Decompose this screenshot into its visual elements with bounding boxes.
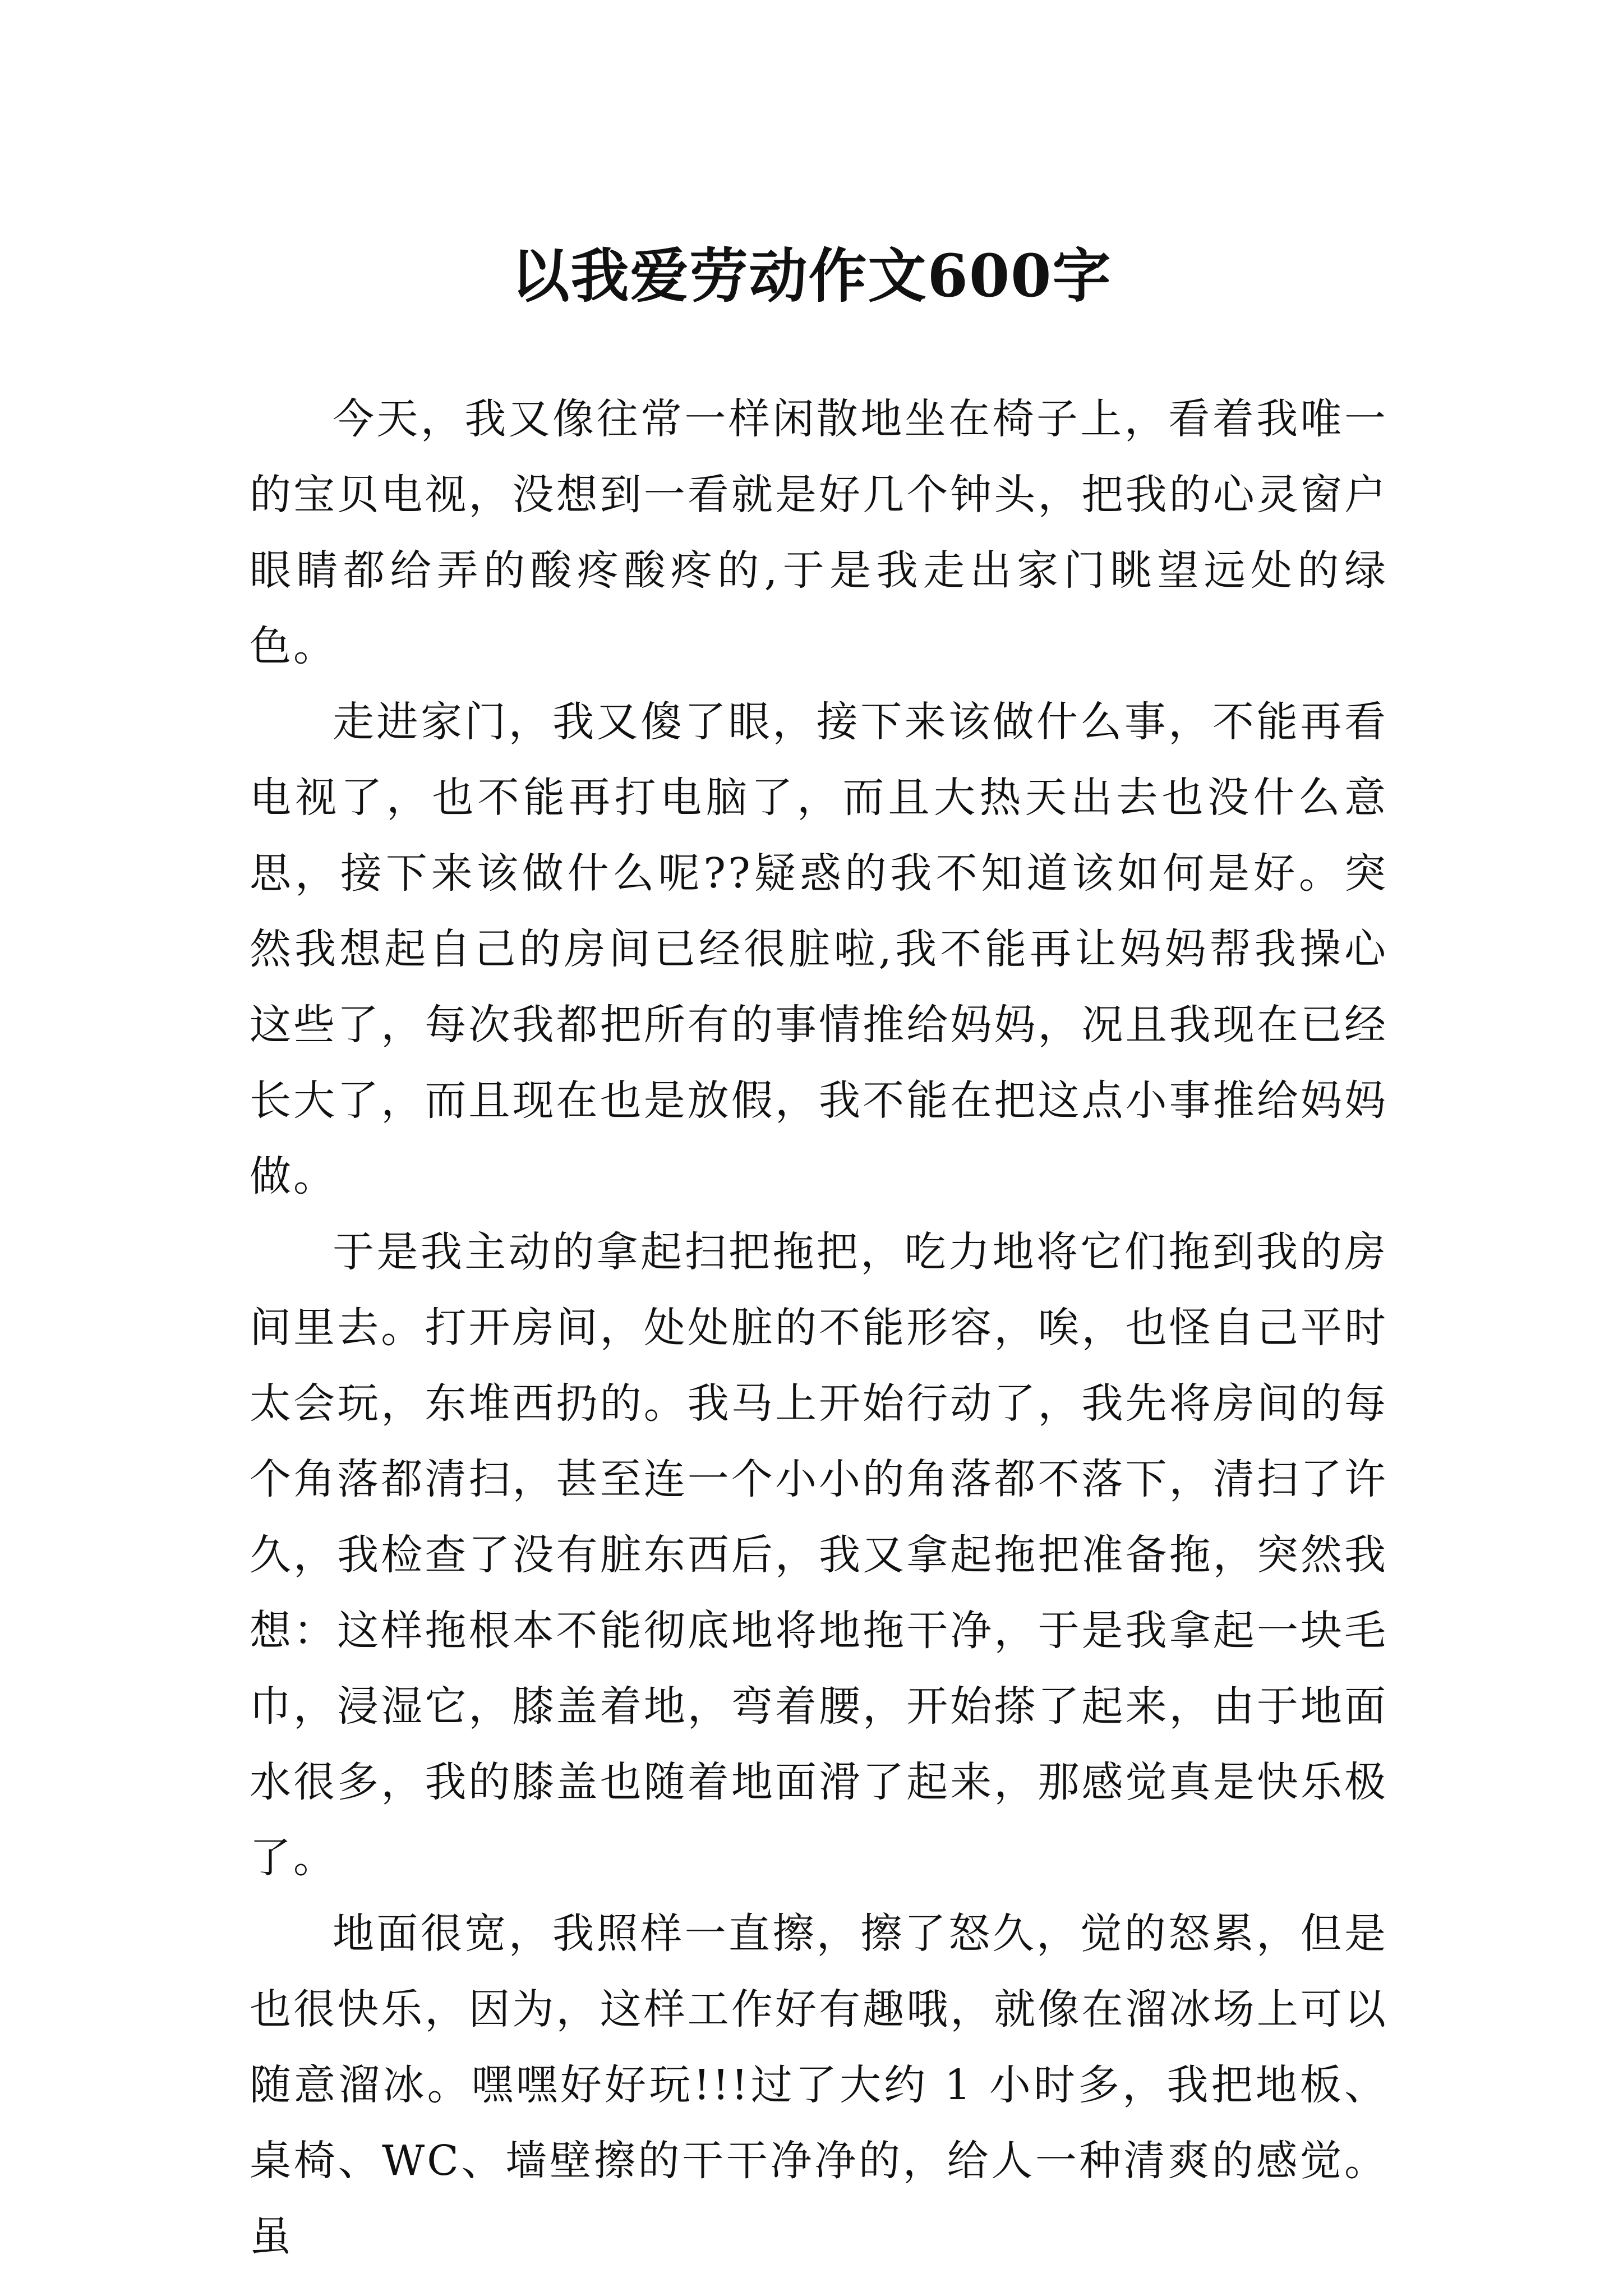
paragraph-2: 走进家门，我又傻了眼，接下来该做什么事，不能再看电视了，也不能再打电脑了，而且大热天出去也没什么意思，接下来该做什么呢??疑惑的我不知道该如何是好。突然我想起自己的房间已经很脏啦,我不能再让妈妈帮我操心这些了，每次我都把所有的事情推给妈妈，况且我现在已经长大了，而且现在也是放假，我不能在把这点小事推给妈妈做。 — [250, 698, 1388, 1200]
paragraph-1: 今天，我又像往常一样闲散地坐在椅子上，看着我唯一的宝贝电视，没想到一看就是好几个钟头，把我的心灵窗户眼睛都给弄的酸疼酸疼的,于是我走出家门眺望远处的绿色。 — [250, 395, 1388, 670]
paragraph-3: 于是我主动的拿起扫把拖把，吃力地将它们拖到我的房间里去。打开房间，处处脏的不能形容，唉，也怪自己平时太会玩，东堆西扔的。我马上开始行动了，我先将房间的每个角落都清扫，甚至连一个小小的角落都不落下，清扫了许久，我检查了没有脏东西后，我又拿起拖把准备拖，突然我想：这样拖根本不能彻底地将地拖干净，于是我拿起一块毛巾，浸湿它，膝盖着地，弯着腰，开始搽了起来，由于地面水很多，我的膝盖也随着地面滑了起来，那感觉真是快乐极了。 — [250, 1228, 1388, 1882]
document-body — [250, 381, 1388, 2275]
paragraph-4: 地面很宽，我照样一直擦，擦了怒久，觉的怒累，但是也很快乐，因为，这样工作好有趣哦，就像在溜冰场上可以随意溜冰。嘿嘿好好玩!!!过了大约 1 小时多，我把地板、桌椅、WC、墙壁擦的干干净净的，给人一种清爽的感觉。虽 — [250, 1910, 1388, 2261]
document-title: 以我爱劳动作文600字 — [511, 241, 1112, 310]
